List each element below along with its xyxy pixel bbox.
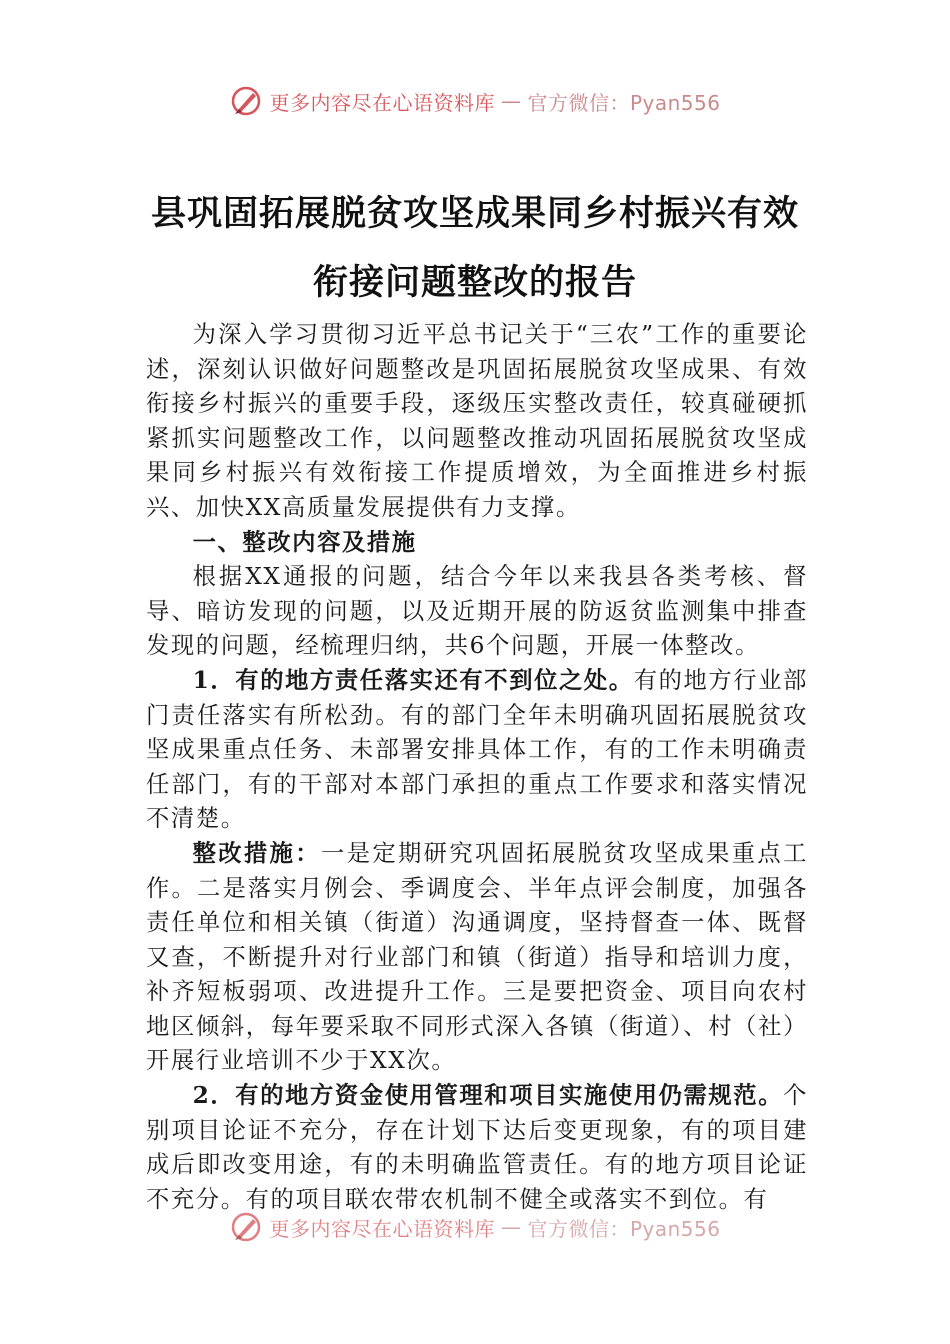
measures-paragraph [146, 837, 808, 1079]
item2-text: 个别项目论证不充分，存在计划下达后变更现象，有的项目建成后即改变用途，有的未明确监管责任。有的地方项目论证不充分。有的项目联农带农机制不健全或落实不到位。有 [146, 1082, 808, 1213]
item1-lead: 1．有的地方责任落实还有不到位之处。 [192, 666, 634, 694]
watermark-header [0, 84, 950, 118]
document-body [146, 318, 808, 1217]
document-title-line2: 衔接问题整改的报告 [312, 262, 637, 303]
measures-text: 一是定期研究巩固拓展脱贫攻坚成果重点工作。二是落实月例会、季调度会、半年点评会制度，加强各责任单位和相关镇（街道）沟通调度，坚持督查一体、既督又查，不断提升对行业部门和镇（街道）指导和培训力度，补齐短板弱项、改进提升工作。三是要把资金、项目向农村地区倾斜，每年要采取不同形式深入各镇（街道）、村（社）开展行业培训不少于XX次。 [146, 839, 808, 1075]
pen-logo-icon [229, 1210, 263, 1244]
document-title-line1: 县巩固拓展脱贫攻坚成果同乡村振兴有效 [150, 193, 799, 234]
pen-logo-icon [229, 84, 263, 118]
watermark-brand: 更多内容尽在心语资料库 [269, 90, 495, 115]
intro-paragraph: 为深入学习贯彻习近平总书记关于“三农”工作的重要论述，深刻认识做好问题整改是巩固拓展脱贫攻坚成果、有效衔接乡村振兴的重要手段，逐级压实整改责任，较真碰硬抓紧抓实问题整改工作，以问题整改推动巩固拓展脱贫攻坚成果同乡村振兴有效衔接工作提质增效，为全面推进乡村振兴、加快XX高质量发展提供有力支撑。 [146, 321, 808, 521]
item1-paragraph [146, 664, 808, 837]
item2-paragraph [146, 1079, 808, 1217]
watermark-contact: 官方微信：Pyan556 [527, 90, 721, 115]
watermark-separator: — [500, 89, 522, 113]
section1-paragraph: 根据XX通报的问题，结合今年以来我县各类考核、督导、暗访发现的问题，以及近期开展的防返贫监测集中排查发现的问题，经梳理归纳，共6个问题，开展一体整改。 [146, 563, 808, 660]
section-heading-1: 一、整改内容及措施 [192, 528, 417, 556]
watermark-footer [0, 1210, 950, 1244]
watermark-separator: — [500, 1215, 522, 1239]
watermark-contact: 官方微信：Pyan556 [527, 1216, 721, 1241]
item2-lead: 2．有的地方资金使用管理和项目实施使用仍需规范。 [192, 1082, 784, 1110]
watermark-brand: 更多内容尽在心语资料库 [269, 1216, 495, 1241]
measures-lead: 整改措施： [192, 839, 321, 867]
item1-text: 有的地方行业部门责任落实有所松劲。有的部门全年未明确巩固拓展脱贫攻坚成果重点任务、未部署安排具体工作，有的工作未明确责任部门，有的干部对本部门承担的重点工作要求和落实情况不清楚。 [146, 666, 808, 833]
